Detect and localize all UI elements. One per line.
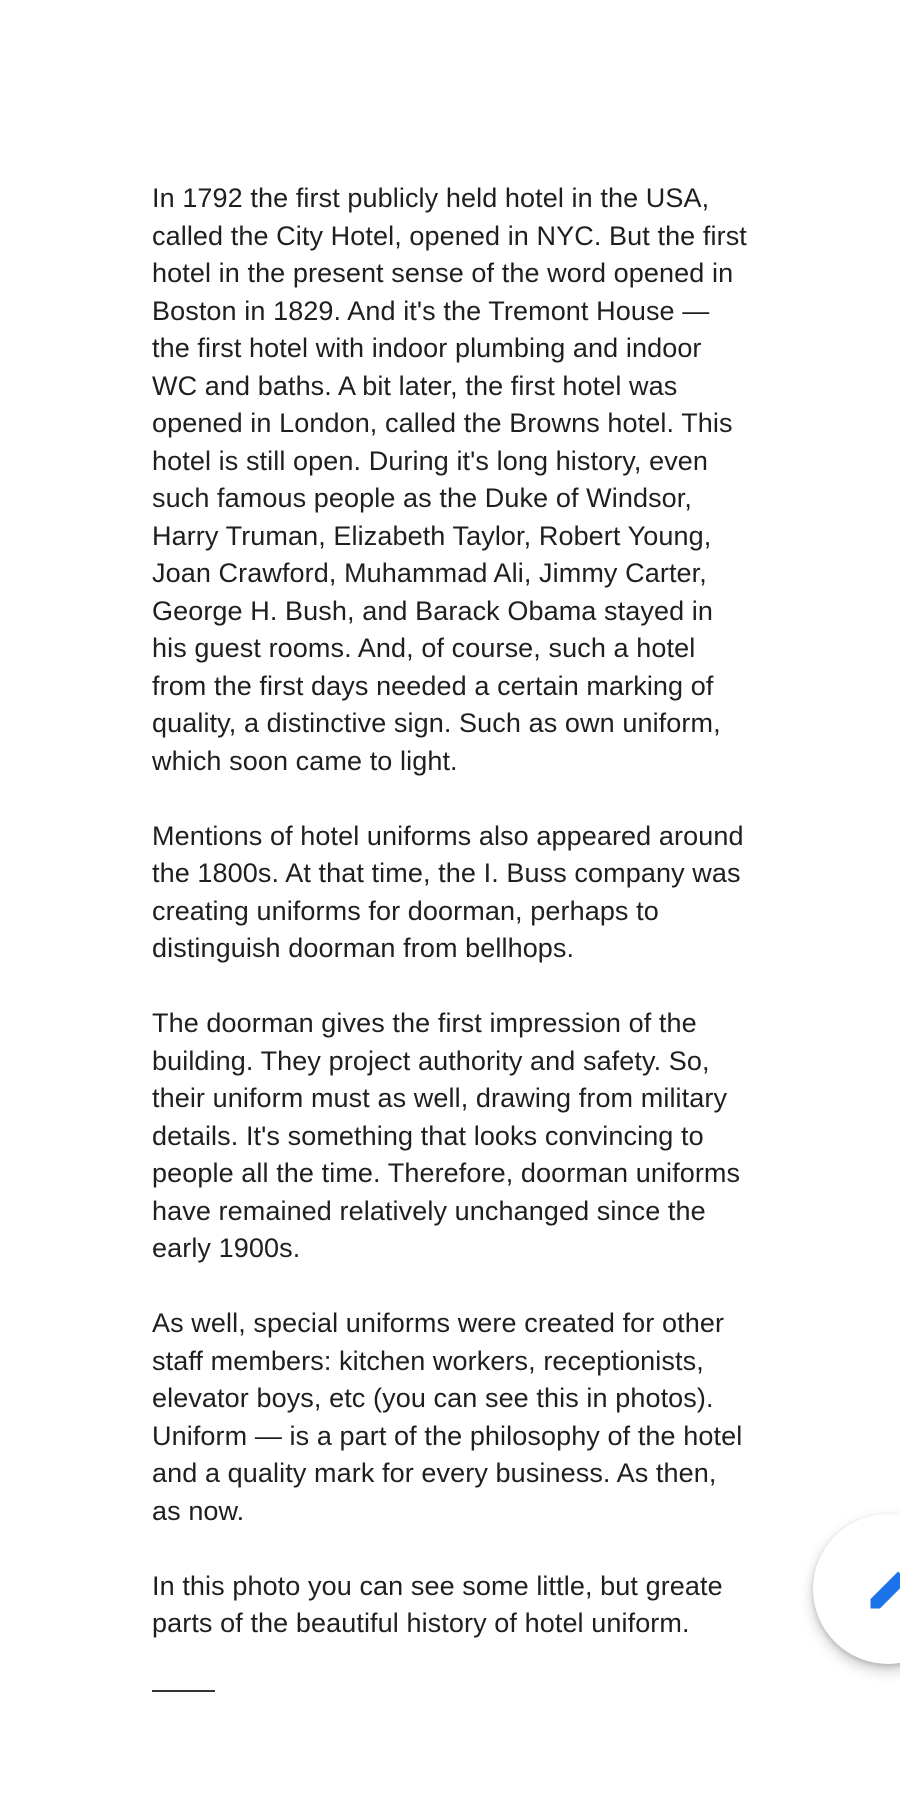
article-paragraph-4: As well, special uniforms were created for other staff members: kitchen workers, receptionists, elevator boys, etc (you can see this in photos). Uniform — is a part of the philosophy of the hotel and a quality mark for every business. As then, as now. bbox=[152, 1308, 743, 1526]
edit-fab-button[interactable] bbox=[813, 1514, 900, 1664]
article-paragraph-1: In 1792 the first publicly held hotel in the USA, called the City Hotel, opened in NYC. But the first hotel in the present sense of the word opened in Boston in 1829. And it's the Tremont House — the first hotel with indoor plumbing and indoor WC and baths. A bit later, the first hotel was opened in London, called the Browns hotel. This hotel is still open. During it's long history, even such famous people as the Duke of Windsor, Harry Truman, Elizabeth Taylor, Robert Young, Joan Crawford, Muhammad Ali, Jimmy Carter, George H. Bush, and Barack Obama stayed in his guest rooms. And, of course, such a hotel from the first days needed a certain marking of quality, a distinctive sign. Such as own uniform, which soon came to light. bbox=[152, 183, 747, 776]
pencil-edit-icon bbox=[863, 1556, 900, 1616]
article-paragraph-3: The doorman gives the first impression of the building. They project authority and safety. So, their uniform must as well, drawing from military details. It's something that looks convincing to people all the time. Therefore, doorman uniforms have remained relatively unchanged since the early 1900s. bbox=[152, 1008, 741, 1263]
article-paragraph-2: Mentions of hotel uniforms also appeared around the 1800s. At that time, the I. Buss company was creating uniforms for doorman, perhaps to distinguish doorman from bellhops. bbox=[152, 820, 744, 963]
section-divider bbox=[152, 1690, 215, 1692]
article-paragraph-5: In this photo you can see some little, but greate parts of the beautiful history of hotel uniform. bbox=[152, 1570, 723, 1638]
article-body bbox=[152, 180, 784, 1692]
